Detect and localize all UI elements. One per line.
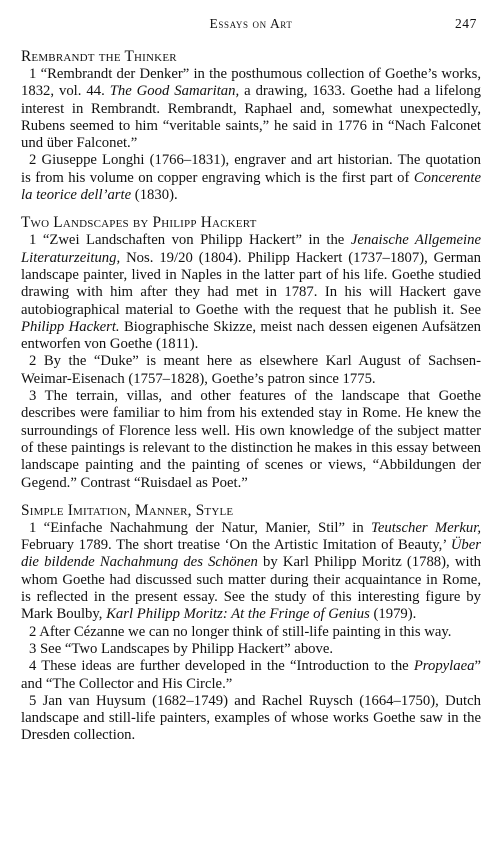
section <box>21 48 481 204</box>
footnote-number: 1 <box>29 232 37 249</box>
note-text: by Karl Philipp Moritz (1788), with whom Goethe had discussed such matter during their acquaintance in Rome, is reflected in the present essay. See the study of this interesting figure by Mark Boulby, <box>21 554 481 623</box>
note-text: “Zwei Landschaften von Philipp Hackert” in the <box>42 232 351 249</box>
note-text: Giuseppe Longhi (1766–1831), engraver and art historian. The quotation is from his volume on copper engraving which is the first part of <box>21 152 482 186</box>
italic-title: Philipp Hackert. <box>21 318 120 335</box>
note-text: Biographische Skizze, meist nach dessen eigenen Aufsätzen entworfen von Goethe (1811). <box>21 318 481 353</box>
footnote <box>21 388 481 492</box>
footnote <box>21 658 481 693</box>
footnote <box>21 152 481 204</box>
footnote-number: 2 <box>29 152 37 169</box>
section-heading: Two Landscapes by Philipp Hackert <box>21 214 257 232</box>
note-text: Nos. 19/20 (1804). Philipp Hackert (1737–1807), German landscape painter, lived in Naples in the latter part of his life. Goethe studied drawing with him after they had met in 1787. In his will Hackert gave autobiographical material to Goethe with the request that he publish it. See <box>21 249 481 318</box>
footnote <box>21 641 481 658</box>
note-text: (1979). <box>369 606 417 623</box>
note-text: “Rembrandt der Denker” in the posthumous collection of Goethe’s works, 1832, vol. 44. <box>21 66 482 100</box>
note-text: February 1789. The short treatise ‘On the Artistic Imitation of Beauty,’ <box>21 537 451 554</box>
footnote-number: 1 <box>29 66 37 82</box>
footnote-number: 1 <box>29 519 37 536</box>
note-text: By the “Duke” is meant here as elsewhere Karl August of Sachsen-Weimar-Eisenach (1757–1828), Goethe’s patron since 1775. <box>21 353 482 387</box>
section <box>21 214 481 491</box>
note-text: “Einfache Nachahmung der Natur, Manier, Stil” in <box>43 519 372 536</box>
footnote-number: 3 <box>29 640 37 657</box>
footnote-number: 5 <box>29 692 37 709</box>
note-text: Jan van Huysum (1682–1749) and Rachel Ruysch (1664–1750), Dutch landscape and still-life painters, examples of whose works Goethe saw in the Dresden collection. <box>21 692 482 744</box>
notes-body <box>21 48 481 745</box>
note-text: See “Two Landscapes by Philipp Hackert” above. <box>40 640 334 657</box>
section <box>21 502 481 745</box>
footnote-number: 2 <box>29 623 37 640</box>
italic-title: Über die bildende Nachahmung des Schönen <box>21 537 481 571</box>
italic-title: Teutscher Merkur, <box>371 519 481 536</box>
running-title: Essays on Art <box>209 16 293 31</box>
footnote <box>21 624 481 641</box>
footnote <box>21 353 481 388</box>
section-heading: Rembrandt the Thinker <box>21 48 177 65</box>
footnote <box>21 520 481 624</box>
note-text: (1830). <box>131 187 178 204</box>
footnote-number: 3 <box>29 388 37 405</box>
footnote <box>21 693 481 745</box>
note-text: The terrain, villas, and other features of the landscape that Goethe describes were familiar to him from his extended stay in Rome. He knew the surroundings of Florence less well. His own knowledge of the subject matter of these paintings is relevant to the distinction he makes in this essay between landscape painting and the painting of scenes or views, “Abbildungen der Gegend.” Contrast “Ruisdael as Poet.” <box>21 388 481 491</box>
note-text: ” and “The Collector and His Circle.” <box>21 658 481 692</box>
footnote-number: 2 <box>29 353 37 370</box>
section-heading: Simple Imitation, Manner, Style <box>21 501 234 519</box>
running-head <box>21 10 481 32</box>
footnote <box>21 66 481 152</box>
italic-title: Propylaea <box>413 658 475 675</box>
page-number: 247 <box>454 16 477 31</box>
italic-title: Jenaische Allgemeine Literaturzeitung, <box>21 232 481 266</box>
note-text: These ideas are further developed in the “Introduction to the <box>41 658 414 675</box>
italic-title: The Good Samaritan, <box>109 83 240 100</box>
italic-title: Concerente la teorice dell’arte <box>21 169 481 204</box>
italic-title: Karl Philipp Moritz: At the Fringe of Genius <box>106 606 370 623</box>
footnote-number: 4 <box>29 658 37 675</box>
note-text: After Cézanne we can no longer think of still-life painting in this way. <box>39 623 452 640</box>
note-text: a drawing, 1633. Goethe had a lifelong interest in Rembrandt. Rembrandt, Raphael and, somewhat unexpectedly, Rubens seemed to him “veritable saints,” he said in 1776 in “Nach Falconet und über Falconet.” <box>21 83 481 152</box>
footnote <box>21 232 481 353</box>
